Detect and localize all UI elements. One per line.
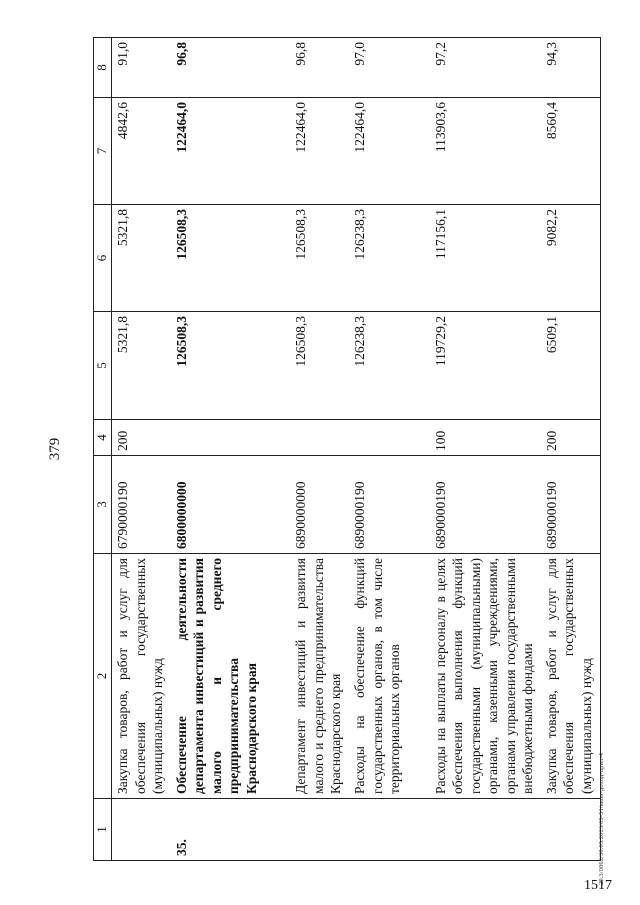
header-cell-7: 7 — [94, 98, 112, 205]
cell-desc: Обеспечение деятельности департамента инвестиций и развития малого и среднего предпринимательства Краснодарского края — [171, 554, 291, 799]
cell-c7: 122464,0 — [171, 98, 291, 205]
cell-code: 6890000190 — [349, 456, 430, 554]
cell-c6: 5321,8 — [112, 205, 171, 312]
cell-nr — [349, 799, 430, 861]
cell-vr — [290, 420, 349, 456]
cell-c6: 126238,3 — [349, 205, 430, 312]
page-number-top: 379 — [47, 437, 63, 461]
table-row — [112, 38, 171, 861]
cell-c5: 5321,8 — [112, 312, 171, 420]
table-header-row — [94, 38, 112, 861]
header-cell-1: 1 — [94, 799, 112, 861]
cell-nr — [430, 799, 541, 861]
side-stamp: 20.3/0862/30.05.2023/09-51/вкон-доход-прил-4 — [598, 752, 605, 885]
cell-c8: 97,2 — [430, 38, 541, 98]
cell-desc: Департамент инвестиций и развития малого и среднего предпринимательства Краснодарского края — [290, 554, 349, 799]
table-row — [430, 38, 541, 861]
cell-nr — [112, 799, 171, 861]
table-body — [94, 38, 601, 861]
header-cell-8: 8 — [94, 38, 112, 98]
cell-c5: 126238,3 — [349, 312, 430, 420]
cell-c7: 122464,0 — [290, 98, 349, 205]
table-row — [541, 38, 600, 861]
cell-vr — [171, 420, 291, 456]
cell-c8: 96,8 — [171, 38, 291, 98]
cell-c8: 91,0 — [112, 38, 171, 98]
cell-code: 6890000000 — [290, 456, 349, 554]
cell-vr — [349, 420, 430, 456]
cell-c6: 126508,3 — [171, 205, 291, 312]
table-inner — [93, 38, 613, 861]
cell-desc: Расходы на обеспечение функций государственных органов, в том числе территориальных органов — [349, 554, 430, 799]
header-cell-6: 6 — [94, 205, 112, 312]
cell-c6: 117156,1 — [430, 205, 541, 312]
table-row — [290, 38, 349, 861]
cell-c5: 6509,1 — [541, 312, 600, 420]
cell-c8: 96,8 — [290, 38, 349, 98]
page-number-bottom: 1517 — [584, 878, 612, 893]
header-cell-4: 4 — [94, 420, 112, 456]
cell-vr: 100 — [430, 420, 541, 456]
header-cell-3: 3 — [94, 456, 112, 554]
rotated-table-wrapper — [93, 38, 613, 861]
cell-vr: 200 — [112, 420, 171, 456]
cell-desc: Закупка товаров, работ и услуг для обеспечения государственных (муниципальных) нужд — [541, 554, 600, 799]
cell-code: 6890000190 — [430, 456, 541, 554]
cell-c7: 122464,0 — [349, 98, 430, 205]
cell-c7: 8560,4 — [541, 98, 600, 205]
cell-nr — [290, 799, 349, 861]
cell-vr: 200 — [541, 420, 600, 456]
cell-c7: 4842,6 — [112, 98, 171, 205]
table-row — [171, 38, 291, 861]
cell-c5: 119729,2 — [430, 312, 541, 420]
cell-code: 6890000190 — [541, 456, 600, 554]
cell-c6: 9082,2 — [541, 205, 600, 312]
cell-c5: 126508,3 — [171, 312, 291, 420]
cell-c8: 94,3 — [541, 38, 600, 98]
budget-table — [93, 37, 601, 861]
cell-c8: 97,0 — [349, 38, 430, 98]
cell-c5: 126508,3 — [290, 312, 349, 420]
cell-c6: 126508,3 — [290, 205, 349, 312]
header-cell-5: 5 — [94, 312, 112, 420]
cell-nr: 35. — [171, 799, 291, 861]
header-cell-2: 2 — [94, 554, 112, 799]
cell-desc: Закупка товаров, работ и услуг для обеспечения государственных (муниципальных) нужд — [112, 554, 171, 799]
cell-nr — [541, 799, 600, 861]
cell-desc: Расходы на выплаты персоналу в целях обеспечения выполнения функций государственными (муниципальными) органами, казенными учреждениями, органами управления государственными внебюджетными фондами — [430, 554, 541, 799]
cell-c7: 113903,6 — [430, 98, 541, 205]
cell-code: 6790000190 — [112, 456, 171, 554]
cell-code: 6800000000 — [171, 456, 291, 554]
table-row — [349, 38, 430, 861]
